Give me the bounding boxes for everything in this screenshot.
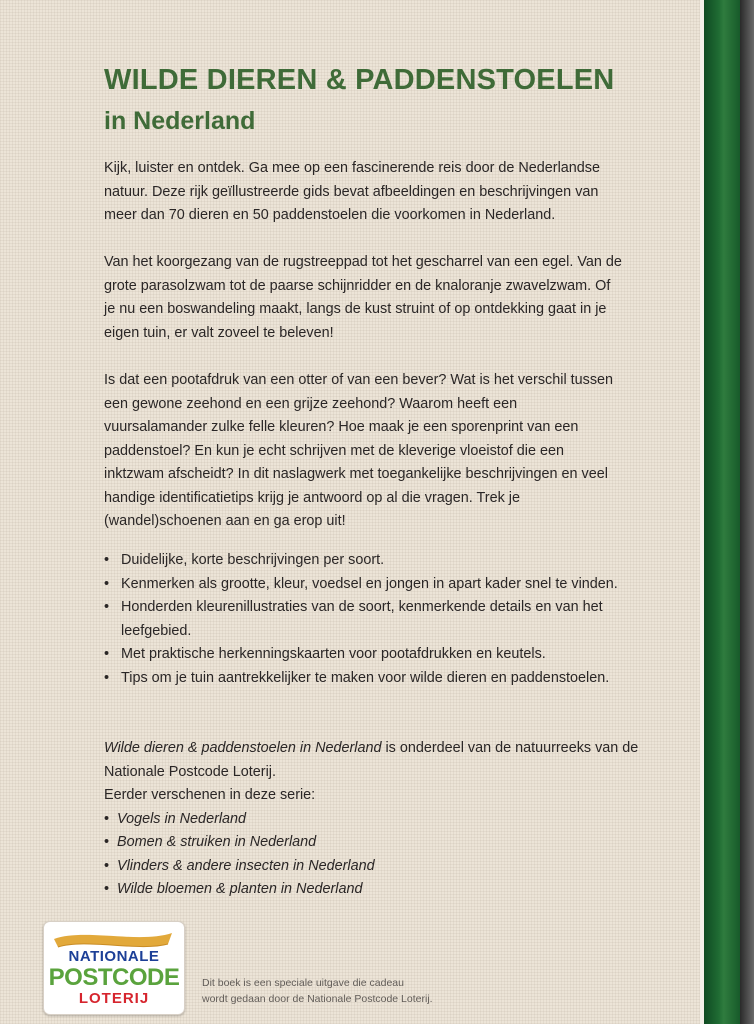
postcode-loterij-logo [43,921,185,1015]
nature-paragraph: Van het koorgezang van de rugstreeppad tot het gescharrel van een egel. Van de grote parasolzwam tot de paarse schijnridder en de knaloranje zwavelzwam. Of je nu een boswandeling maakt, langs de kust struint of op ontdekking gaat in je eigen tuin, er valt zoveel te beleven! [104,254,622,341]
feature-item: • Met praktische herkenningskaarten voor pootafdrukken en keutels. [104,643,644,667]
logo-line-loterij: LOTERIJ [78,990,150,1007]
book-subtitle: in Nederland [104,107,256,135]
feature-item: • Kenmerken als grootte, kleur, voedsel en jongen in apart kader snel te vinden. [104,573,644,597]
gift-note [202,976,433,1007]
feature-item: • Tips om je tuin aantrekkelijker te maken voor wilde dieren en paddenstoelen. [104,667,644,691]
series-item: • Wilde bloemen & planten in Nederland [104,878,644,902]
series-item: • Vogels in Nederland [104,808,644,832]
book-title: WILDE DIEREN & PADDENSTOELEN [104,64,615,96]
earlier-label: Eerder verschenen in deze serie: [104,787,316,803]
series-text: is onderdeel van de natuurreeks van de Nationale Postcode Loterij. [104,740,639,780]
intro-paragraph: Kijk, luister en ontdek. Ga mee op een fascinerende reis door de Nederlandse natuur. Deze rijk geïllustreerde gids bevat afbeeldingen en beschrijvingen van meer dan 70 dieren en 50 paddenstoelen die voorkomen in Nederland. [104,160,600,223]
gift-note-line: wordt gedaan door de Nationale Postcode Loterij. [202,992,433,1005]
feature-item: • Duidelijke, korte beschrijvingen per soort. [104,549,644,573]
questions-paragraph: Is dat een pootafdruk van een otter of van een bever? Wat is het verschil tussen een gewone zeehond en een grijze zeehond? Waarom heeft een vuursalamander zulke felle kleuren? Hoe maak je een sporenprint van een paddenstoel? En kun je echt schrijven met de kleverige vloeistof die een inktzwam afscheidt? In dit naslagwerk met toegankelijke beschrijvingen en veel handige identificatietips krijg je antwoord op al die vragen. Trek je (wandel)schoenen aan en ga erop uit! [104,372,614,529]
series-book-title: Wilde dieren & paddenstoelen in Nederland [104,740,382,756]
gift-note-line: Dit boek is een speciale uitgave die cadeau [202,977,404,989]
series-section [104,737,644,902]
logo-line-nationale: NATIONALE [68,948,160,965]
series-list [104,808,644,902]
series-item: • Bomen & struiken in Nederland [104,831,644,855]
series-item: • Vlinders & andere insecten in Nederland [104,855,644,879]
logo-line-postcode: POSTCODE [48,964,180,991]
feature-list [104,549,644,690]
series-statement [104,737,644,784]
feature-item: • Honderden kleurenillustraties van de soort, kenmerkende details en van het leefgebied. [104,596,644,643]
spine-shadow [740,0,754,1024]
green-spine [704,0,740,1024]
